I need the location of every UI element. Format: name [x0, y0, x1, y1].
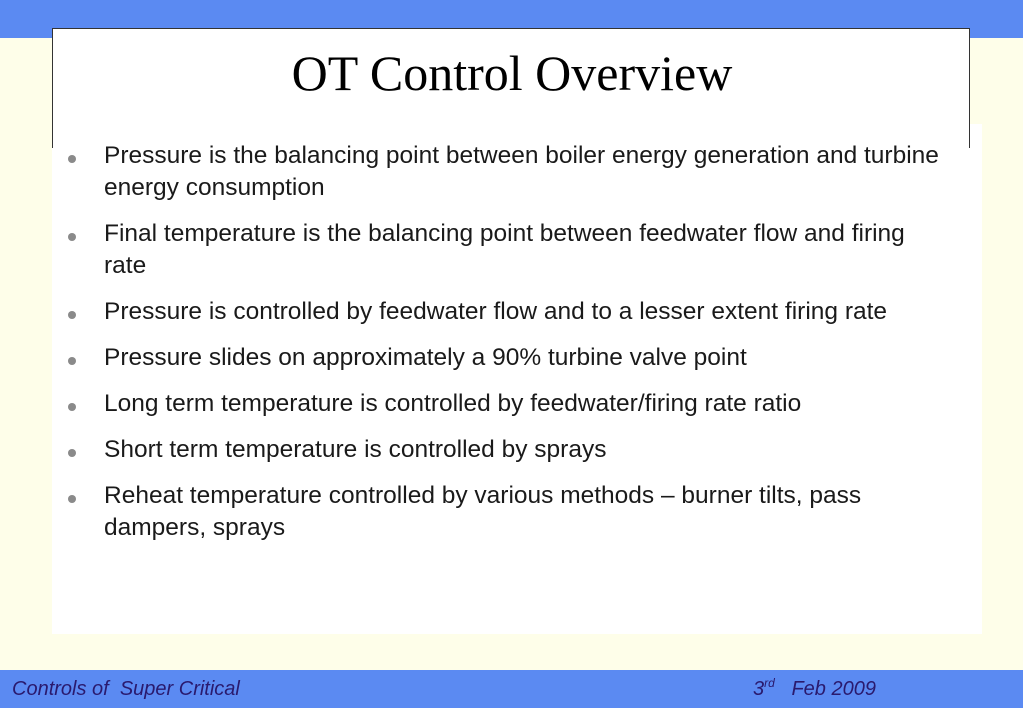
- footer-date-rest: Feb 2009: [774, 678, 876, 700]
- bullet-dot-icon: [68, 357, 76, 365]
- bullet-item: [60, 296, 940, 328]
- bullet-dot-icon: [68, 311, 76, 319]
- footer-date: [753, 678, 876, 701]
- bullet-item: [60, 140, 940, 204]
- bullet-item: [60, 342, 940, 374]
- footer-title: Controls of Super Critical: [12, 678, 240, 700]
- bullet-dot-icon: [68, 403, 76, 411]
- bullet-dot-icon: [68, 495, 76, 503]
- bullet-item: [60, 480, 940, 544]
- bullet-dot-icon: [68, 155, 76, 163]
- bullet-text: Pressure slides on approximately a 90% turbine valve point: [104, 344, 747, 371]
- bullet-list: [60, 140, 940, 558]
- bullet-dot-icon: [68, 449, 76, 457]
- bullet-item: [60, 434, 940, 466]
- bullet-text: Final temperature is the balancing point between feedwater flow and firing rate: [104, 220, 905, 279]
- bullet-item: [60, 218, 940, 282]
- bullet-text: Pressure is the balancing point between boiler energy generation and turbine energy consumption: [104, 142, 939, 201]
- bullet-item: [60, 388, 940, 420]
- title-box: [52, 28, 970, 148]
- bullet-dot-icon: [68, 233, 76, 241]
- footer-date-suffix: rd: [764, 676, 775, 690]
- slide-title: OT Control Overview: [291, 45, 733, 101]
- bullet-text: Short term temperature is controlled by sprays: [104, 436, 607, 463]
- footer-bar: [0, 670, 1023, 708]
- bullet-text: Reheat temperature controlled by various methods – burner tilts, pass dampers, sprays: [104, 482, 862, 541]
- footer-date-day: 3: [753, 678, 765, 700]
- bullet-text: Pressure is controlled by feedwater flow and to a lesser extent firing rate: [104, 298, 888, 325]
- bullet-text: Long term temperature is controlled by feedwater/firing rate ratio: [104, 390, 802, 417]
